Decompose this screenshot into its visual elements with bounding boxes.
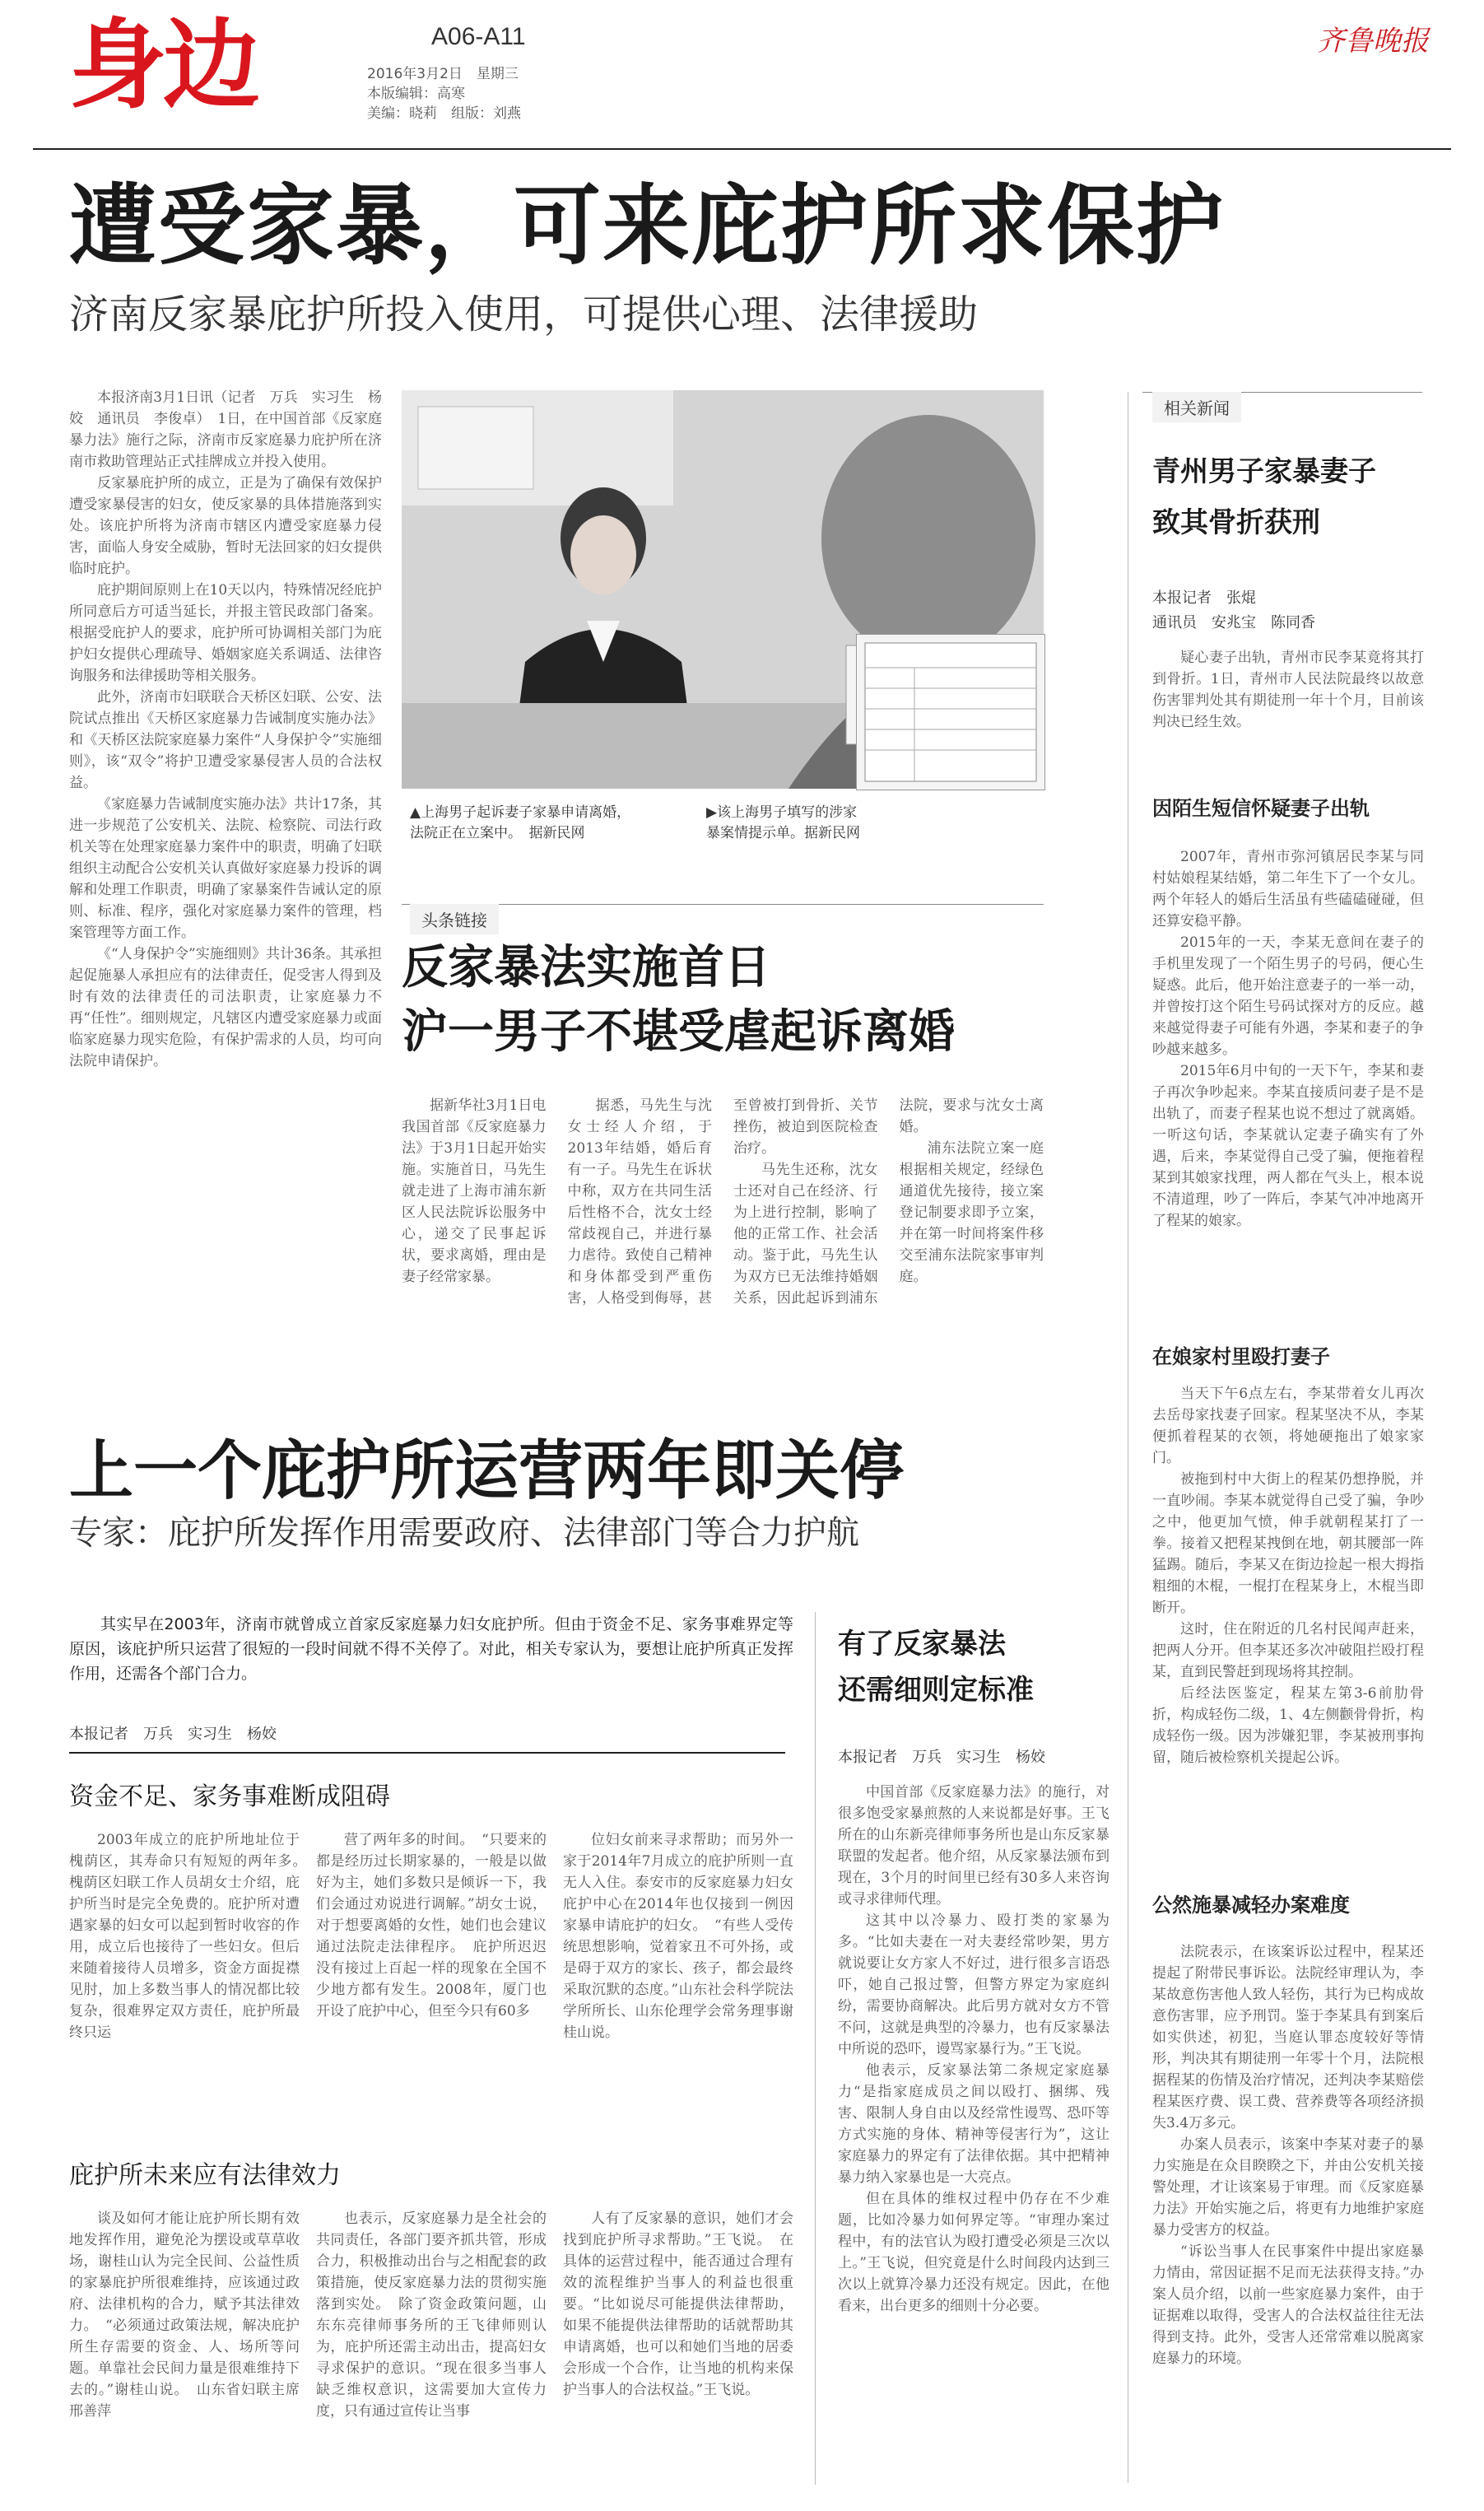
lead-paragraph: 庇护期间原则上在10天以内，特殊情况经庇护所同意后方可适当延长，并报主管民政部门备案。根据受庇护人的要求，庇护所可协调相关部门为庇护妇女提供心理疏导、婚姻家庭关系调适、法律咨询服务和法律援助等相关服务。 [69,582,382,684]
sidebar-paragraph: 办案人员表示，该案中李某对妻子的暴力实施是在众目睽睽之下，并由公安机关接警处理，才让该案易于审理。而《反家庭暴力法》开始实施之后，将更有力地维护家庭暴力受害方的权益。 [1152,2136,1424,2238]
feature-sec2-col2 [316,2208,547,2488]
feature-byline: 本报记者 万兵 实习生 杨姣 [69,1726,277,1743]
story2-paragraph: 据新华社3月1日电 我国首部《反家庭暴力法》于3月1日起开始实施。实施首日，马先生就走进了上海市浦东新区人民法院诉讼服务中心，递交了民事起诉状，要求离婚，理由是妻子经常家暴。 [402,1097,561,1285]
feature-headline: 上一个庇护所运营两年即关停 [69,1434,905,1508]
sidebar-sec3 [1152,1941,1424,2485]
sidebar-paragraph: 2007年，青州市弥河镇居民李某与同村姑娘程某结婚，第二年生下了一个女儿。两个年轻人的婚后生活虽有些磕磕碰碰，但还算安稳平静。 [1152,849,1424,929]
sidebar-paragraph: 法院表示，在该案诉讼过程中，程某还提起了附带民事诉讼。法院经审理认为，李某故意伤害他人致人轻伤，其行为已构成故意伤害罪，应予刑罚。鉴于李某具有到案后如实供述，初犯，当庭认罪态度较好等情形，判决其有期徒刑一年零十个月，法院根据程某的伤情及治疗情况，还判决李某赔偿程某医疗费、误工费、营养费等各项经济损失3.4万多元。 [1152,1944,1424,2131]
feature-sec2-col1 [69,2208,300,2488]
case-form-illustration [857,635,1044,790]
feature-paragraph: 位妇女前来寻求帮助；而另外一家于2014年7月成立的庇护所则一直无人入住。泰安市的反家庭暴力妇女庇护中心在2014年也仅接到一例因家暴申请庇护的妇女。 “有些人受传统思想影响，觉着家丑不可外扬，或是碍于双方的家长、孩子，都会最终采取沉默的态度。”山东社会科学院法学所所长、山东伦理学会常务理事谢桂山说。 [563,1832,793,2041]
sidebar-sec2-title: 在娘家村里殴打妻子 [1152,1345,1330,1368]
feature-side-paragraph: 中国首部《反家庭暴力法》的施行，对很多饱受家暴煎熬的人来说都是好事。王飞所在的山东新亮律师事务所也是山东反家暴联盟的发起者。他介绍，从反家暴法颁布到现在，3个月的时间里已经有30多人来咨询或寻求律师代理。 [838,1784,1110,1908]
feature-side-article [838,1782,1110,2490]
page-range: A06-A11 [431,23,526,50]
sidebar-paragraph: 2015年的一天，李某无意间在妻子的手机里发现了一个陌生男子的号码，便心生疑惑。此后，他开始注意妻子的一举一动，并曾按打这个陌生号码试探对方的反应。越来越觉得妻子可能有外遇，李某和妻子的争吵越来越多。 [1152,934,1424,1058]
feature-side-divider [815,1612,816,2485]
sidebar-paragraph: 被拖到村中大街上的程某仍想挣脱，并一直吵闹。李某本就觉得自己受了骗，争吵之中，他更加气愤，伸手就朝程某打了一拳。接着又把程某拽倒在地，朝其腰部一阵猛踢。随后，李某又在街边捡起一根大拇指粗细的木棍，一棍打在程某身上，木棍当即断开。 [1152,1471,1424,1616]
sidebar-paragraph: 这时，住在附近的几名村民闻声赶来，把两人分开。但李某还多次冲破阻拦殴打程某，直到民警赶到现场将其控制。 [1152,1621,1424,1680]
feature-paragraph: 人有了反家暴的意识，她们才会找到庇护所寻求帮助。”王飞说。 在具体的运营过程中，能否通过合理有效的流程维护当事人的利益也很重要。“比如说尽可能提供法律帮助，如果不能提供法律帮助的话就帮助其申请离婚，也可以和她们当地的居委会形成一个合作，让当地的机构来保护当事人的合法权益。”王飞说。 [563,2211,793,2398]
sidebar-paragraph: “诉讼当事人在民事案件中提出家庭暴力情由，常因证据不足而无法获得支持。”办案人员介绍，以前一些家庭暴力案件，由于证据难以取得，受害人的合法权益往往无法得到支持。此外，受害人还常常难以脱离家庭暴力的环境。 [1152,2243,1424,2367]
story2-tag: 头条链接 [410,904,499,934]
story2-article [402,1095,1044,1383]
sidebar-headline-1: 青州男子家暴妻子 [1152,455,1376,488]
editor-credit: 本版编辑：高寒 [367,86,465,102]
photo-caption-right: ▶该上海男子填写的涉家暴案情提示单。据新民网 [706,804,860,841]
feature-paragraph: 2003年成立的庇护所地址位于槐荫区，其寿命只有短短的两年多。 槐荫区妇联工作人员胡女士介绍，庇护所当时是完全免费的。庇护所对遭遇家暴的妇女可以起到暂时收容的作用，成立后也接待了一些妇女。但后来随着接待人员增多，资金方面捉襟见肘，加上多数当事人的情况都比较复杂，很难界定双方责任，庇护所最终只运 [69,1832,314,2041]
feature-rule [69,1752,785,1754]
lead-paragraph: 本报济南3月1日讯（记者 万兵 实习生 杨姣 通讯员 李俊卓） 1日，在中国首部《反家庭暴力法》施行之际，济南市反家庭暴力庇护所在济南市救助管理站正式挂牌成立并投入使用。 [69,389,382,470]
story2-paragraph: 据悉，马先生与沈女士经人介绍，于2013年结婚，婚后育有一子。马先生在诉状中称，双方在共同生活后性格不合，沈女士经常歧视自己，并进行暴力虐待。致使自己精神和身体都受到严重伤害，人格受到侮辱，甚至曾被打到骨折、关节挫伤，被迫到医院检查治疗。 [567,1097,878,1307]
feature-sec2-title: 庇护所未来应有法律效力 [69,2161,341,2190]
photo-caption-left: ▲上海男子起诉妻子家暴申请离婚，法院正在立案中。 据新民网 [410,804,631,841]
sidebar-byline-2: 通讯员 安兆宝 陈同香 [1152,614,1315,631]
feature-side-byline: 本报记者 万兵 实习生 杨姣 [838,1749,1045,1766]
lead-paragraph: 《“人身保护令”实施细则》共计36条。其承担起促施暴人承担应有的法律责任，促受害人得到及时有效的法律责任的司法职责，让家庭暴力不再“任性”。细则规定，凡辖区内遭受家庭暴力或面临家庭暴力现实危险，有保护需求的人员，均可向法院申请保护。 [69,946,382,1069]
design-credit: 美编：晓莉 组版：刘燕 [367,105,521,122]
lead-article [69,387,382,1375]
feature-sec2-col3 [563,2208,793,2488]
sidebar-sec3-title: 公然施暴减轻办案难度 [1152,1894,1350,1917]
section-logo: 身边 [69,8,258,122]
story2-paragraph: 马先生还称，沈女士还对自己在经济、行为上进行控制，影响了他的正常工作、社会活动。鉴于此，马先生认为双方已无法维持婚姻关系，因此起诉到浦东法院，要求与沈女士离婚。 [733,1097,1044,1307]
feature-side-paragraph: 这其中以冷暴力、殴打类的家暴为多。“比如夫妻在一对夫妻经常吵架，男方就说要让女方家人不好过，进行很多言语恐吓，她自己报过警，但警方界定为家庭纠纷，需要协商解决。此后男方就对女方不管不问，这就是典型的冷暴力，也有反家暴法中所说的恐吓，谩骂家暴行为。”王飞说。 [838,1912,1110,2057]
feature-intro: 其实早在2003年，济南市就曾成立首家反家庭暴力妇女庇护所。但由于资金不足、家务事难界定等原因，该庇护所只运营了很短的一段时间就不得不关停了。对此，相关专家认为，要想让庇护所真正发挥作用，还需各个部门合力。 [69,1615,793,1683]
sidebar-intro [1152,647,1424,771]
sidebar-byline-1: 本报记者 张焜 [1152,589,1256,607]
masthead-rule [33,148,1451,150]
issue-date: 2016年3月2日 星期三 [367,66,519,82]
newspaper-logo: 齐鲁晚报 [1317,25,1429,58]
feature-sec1-col2 [316,1829,547,2142]
feature-paragraph: 营了两年多的时间。 “只要来的都是经历过长期家暴的，一般是以做好为主，她们多数只是倾诉一下，我们会通过劝说进行调解。”胡女士说，对于想要离婚的女性，她们也会建议通过法院走法律程序。 庇护所迟迟没有接过上百起一样的现象在全国不少地方都有发生。2008年，厦门也开设了庇护中心，但至今只有60多 [316,1832,547,2020]
lead-headline: 遭受家暴，可来庇护所求保护 [69,175,1225,277]
sidebar-tag: 相关新闻 [1152,392,1241,422]
feature-sec1-col1 [69,1829,314,2142]
sidebar-sec1 [1152,846,1424,1340]
sidebar-paragraph: 2015年6月中旬的一天下午，李某和妻子再次争吵起来。李某直接质问妻子是不是出轨了，而妻子程某也说不想过了就离婚。一听这句话，李某就认定妻子确实有了外遇，后来，李某觉得自己受了骗，便拖着程某到其娘家找理，两人都在气头上，根本说不清道理，吵了一阵后，李某气冲冲地离开了程某的娘家。 [1152,1063,1424,1229]
feature-side-headline-2: 还需细则定标准 [838,1674,1034,1707]
story2-headline-2: 沪一男子不堪受虐起诉离婚 [402,1005,955,1059]
sidebar-paragraph: 后经法医鉴定，程某左第3-6前肋骨折，构成轻伤二级，1、4左侧颧骨骨折，构成轻伤一级。因为涉嫌犯罪，李某被刑事拘留，随后被检察机关提起公诉。 [1152,1685,1424,1766]
sidebar-sec1-title: 因陌生短信怀疑妻子出轨 [1152,797,1370,820]
feature-paragraph: 也表示，反家庭暴力是全社会的共同责任，各部门要齐抓共管，形成合力，积极推动出台与之相配套的政策措施，使反家庭暴力法的贯彻实施落到实处。 除了资金政策问题，山东东亮律师事务所的王飞律师则认为，庇护所还需主动出击，提高妇女寻求保护的意识。“现在很多当事人缺乏维权意识，这需要加大宣传力度，只有通过宣传让当事 [316,2211,547,2420]
lead-paragraph: 此外，济南市妇联联合天桥区妇联、公安、法院试点推出《天桥区家庭暴力告诫制度实施办法》和《天桥区法院家庭暴力案件“人身保护令”实施细则》，该“双令”将护卫遭受家暴侵害人员的合法权益。 [69,689,382,791]
lead-paragraph: 反家暴庇护所的成立，正是为了确保有效保护遭受家暴侵害的妇女，使反家暴的具体措施落到实处。该庇护所将为济南市辖区内遭受家庭暴力侵害，面临人身安全威胁，暂时无法回家的妇女提供临时庇护。 [69,475,382,577]
sidebar-headline-2: 致其骨折获刑 [1152,506,1320,539]
sidebar-paragraph: 疑心妻子出轨，青州市民李某竟将其打到骨折。1日，青州市人民法院最终以故意伤害罪判处其有期徒刑一年十个月，目前该判决已经生效。 [1152,650,1424,730]
feature-side-paragraph: 但在具体的维权过程中仍存在不少难题，比如冷暴力如何界定等。“审理办案过程中，有的法官认为殴打遭受必须是三次以上。”王飞说，但究竟是什么时间段内达到三次以上就算冷暴力还没有规定。因此，在他看来，出台更多的细则十分必要。 [838,2191,1110,2314]
case-form-photo [856,634,1045,790]
feature-paragraph: 谈及如何才能让庇护所长期有效地发挥作用，避免沦为摆设或草草收场，谢桂山认为完全民间、公益性质的家暴庇护所很难维持，应该通过政府、法律机构的合力，赋予其法律效力。 “必须通过政策法规，解决庇护所生存需要的资金、人、场所等问题。单靠社会民间力量是很难维持下去的。”谢桂山说。 山东省妇联主席邢善萍 [69,2211,300,2420]
feature-subheadline: 专家：庇护所发挥作用需要政府、法律部门等合力护航 [69,1514,859,1552]
story2-paragraph: 浦东法院立案一庭根据相关规定，经绿色通道优先接待，接立案登记制要求即予立案，并在第一时间将案件移交至浦东法院家事审判庭。 [899,1140,1044,1285]
sidebar-paragraph: 当天下午6点左右，李某带着女儿再次去岳母家找妻子回家。程某坚决不从，李某便抓着程某的衣领，将她硬拖出了娘家家门。 [1152,1386,1424,1466]
sidebar-sec2 [1152,1383,1424,1877]
lead-subheadline: 济南反家暴庇护所投入使用，可提供心理、法律援助 [69,291,979,338]
story2-headline-1: 反家暴法实施首日 [402,941,770,995]
feature-sec1-title: 资金不足、家务事难断成阻碍 [69,1782,390,1811]
feature-sec1-col3 [563,1829,793,2142]
lead-paragraph: 《家庭暴力告诫制度实施办法》共计17条，其进一步规范了公安机关、法院、检察院、司法行政机关等在处理家庭暴力案件中的职责，明确了妇联组织主动配合公安机关认真做好家庭暴力投诉的调解和处理工作职责，明确了家暴案件告诫认定的原则、标准、程序，强化对家庭暴力案件的管理，档案管理等方面工作。 [69,796,382,941]
feature-side-headline-1: 有了反家暴法 [838,1628,1006,1661]
feature-side-paragraph: 他表示，反家暴法第二条规定家庭暴力“是指家庭成员之间以殴打、捆绑、残害、限制人身自由以及经常性谩骂、恐吓等方式实施的身体、精神等侵害行为”，这让家庭暴力的界定有了法律依据。其中把精神暴力纳入家暴也是一大亮点。 [838,2062,1110,2186]
